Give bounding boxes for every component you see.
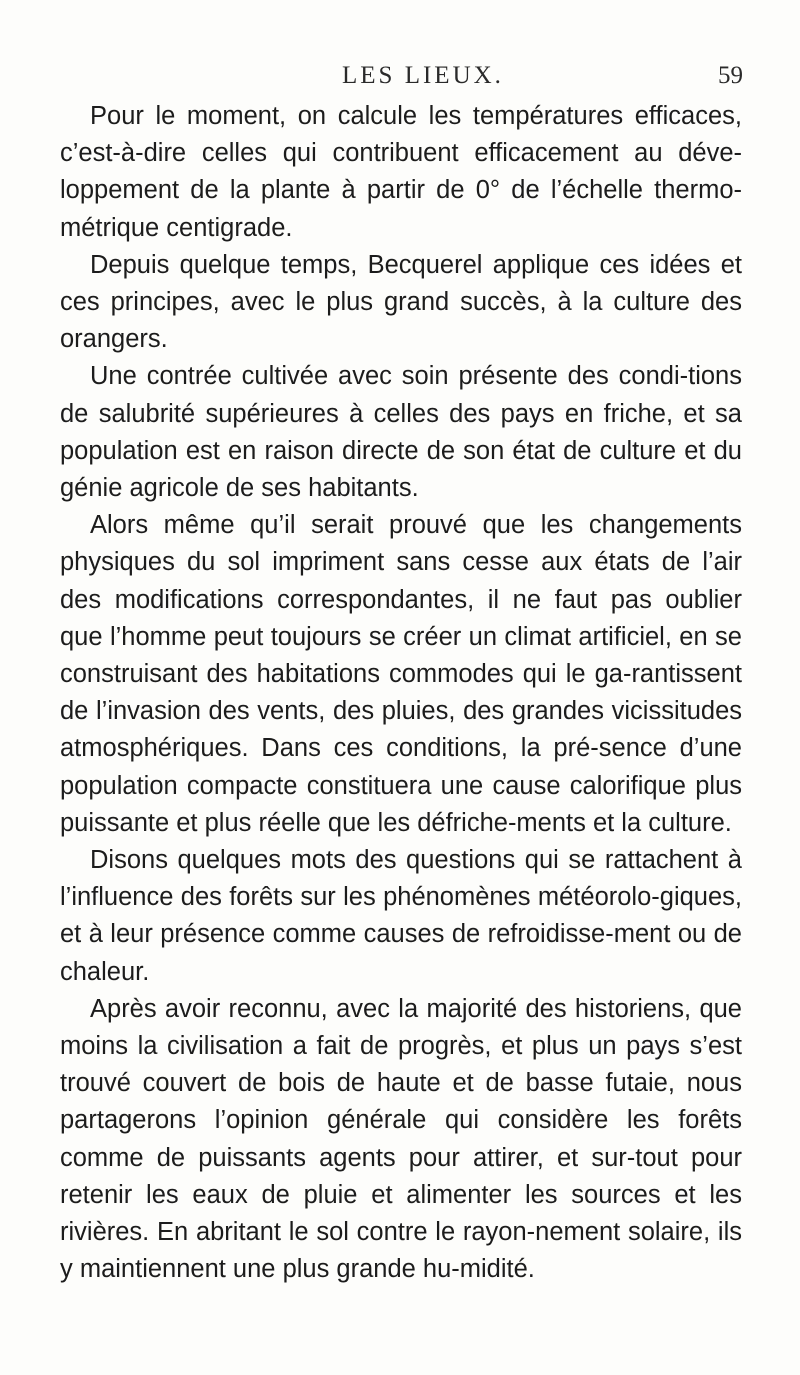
paragraph-6: Après avoir reconnu, avec la majorité des historiens, que moins la civilisation a fait de progrès, et plus un pays s’est trouvé couvert de bois de haute et de basse futaie, nous partagerons l’opinion générale qui considère les forêts comme de puissants agents pour attirer, et sur-tout pour retenir les eaux de pluie et alimenter les sources et les rivières. En abritant le sol contre le rayon-nement solaire, ils y maintiennent une plus grande hu-midité. [60,994,742,1284]
paragraph-4: Alors même qu’il serait prouvé que les changements physiques du sol impriment sans cesse aux états de l’air des modifications correspondantes, il ne faut pas oublier que l’homme peut toujours se créer un climat artificiel, en se construisant des habitations commodes qui le ga-rantissent de l’invasion des vents, des pluies, des grandes vicissitudes atmosphériques. Dans ces conditions, la pré-sence d’une population compacte constituera une cause calorifique plus puissante et plus réelle que les défriche-ments et la culture. [60,511,742,837]
running-title: LES LIEUX. [342,62,504,89]
page-number: 59 [718,62,743,89]
page-header [0,62,800,96]
paragraph-2: Depuis quelque temps, Becquerel applique ces idées et ces principes, avec le plus grand succès, à la culture des orangers. [60,250,742,354]
paragraph-5: Disons quelques mots des questions qui se rattachent à l’influence des forêts sur les phénomènes météorolo-giques, et à leur présence comme causes de refroidisse-ment ou de chaleur. [60,846,742,986]
paragraph-1: Pour le moment, on calcule les températures efficaces, c’est-à-dire celles qui contribuent efficacement au déve-loppement de la plante à partir de 0° de l’échelle thermo-métrique centigrade. [60,102,742,242]
paragraph-3: Une contrée cultivée avec soin présente des condi-tions de salubrité supérieures à celles des pays en friche, et sa population est en raison directe de son état de culture et du génie agricole de ses habitants. [60,362,742,503]
body-text [60,98,742,1289]
